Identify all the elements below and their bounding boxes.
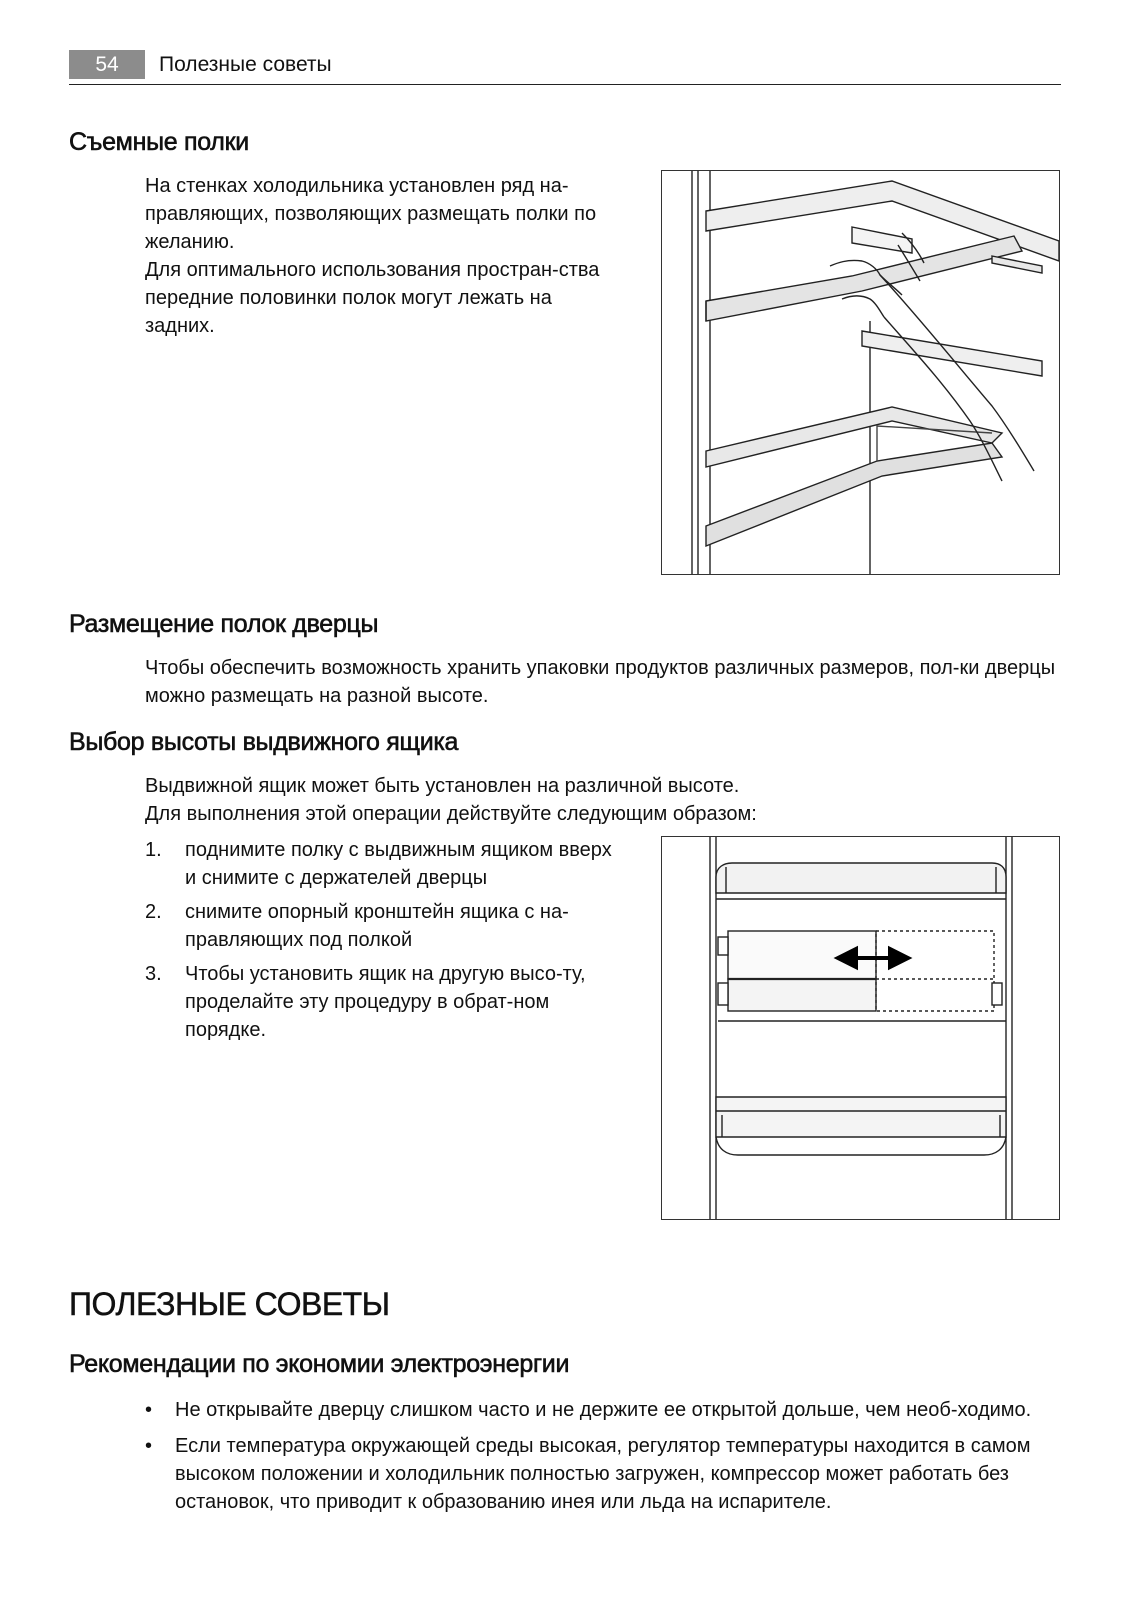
heading-door-shelves: Размещение полок дверцы xyxy=(69,610,379,638)
step-number: 2. xyxy=(145,901,162,923)
drawer-steps-list xyxy=(145,836,615,1050)
door-shelves-text: Чтобы обеспечить возможность хранить упаковки продуктов различных размеров, пол-ки дверцы можно размещать на разной высоте. xyxy=(145,657,1056,707)
list-item xyxy=(145,898,615,954)
bullet-mark: • xyxy=(145,1435,153,1457)
list-item xyxy=(145,1432,1065,1516)
bullet-mark: • xyxy=(145,1399,153,1421)
step-text: поднимите полку с выдвижным ящиком вверх и снимите с держателей дверцы xyxy=(185,839,612,889)
bullet-text: Если температура окружающей среды высокая, регулятор температуры находится в самом высоком положении и холодильник полностью загружен, компрессор может работать без остановок, что приводит к образованию инея или льда на испарителе. xyxy=(175,1435,1031,1513)
page-header xyxy=(69,50,1061,85)
step-number: 1. xyxy=(145,839,162,861)
step-text: Чтобы установить ящик на другую высо-ту, проделайте эту процедуру в обрат-ном порядке. xyxy=(185,963,586,1041)
bullet-text: Не открывайте дверцу слишком часто и не держите ее открытой дольше, чем необ-ходимо. xyxy=(175,1399,1032,1421)
drawer-intro xyxy=(145,772,1065,828)
drawer-intro-line-1: Выдвижной ящик может быть установлен на различной высоте. xyxy=(145,775,740,797)
figure-drawer-illustration xyxy=(661,836,1060,1220)
list-item xyxy=(145,960,615,1044)
header-title: Полезные советы xyxy=(159,53,332,76)
shelves-paragraph-2: Для оптимального использования простран-ства передние половинки полок могут лежать на задних. xyxy=(145,259,600,337)
energy-tips-list xyxy=(145,1396,1065,1524)
list-item xyxy=(145,1396,1065,1424)
list-item xyxy=(145,836,615,892)
figure-shelves-illustration xyxy=(661,170,1060,575)
heading-removable-shelves: Съемные полки xyxy=(69,128,249,156)
heading-energy-saving: Рекомендации по экономии электроэнергии xyxy=(69,1350,570,1378)
heading-useful-tips: ПОЛЕЗНЫЕ СОВЕТЫ xyxy=(69,1286,390,1322)
step-text: снимите опорный кронштейн ящика с на-правляющих под полкой xyxy=(185,901,569,951)
drawer-intro-line-2: Для выполнения этой операции действуйте следующим образом: xyxy=(145,803,757,825)
shelves-text xyxy=(145,172,623,340)
page-number: 54 xyxy=(69,50,145,79)
heading-drawer-height: Выбор высоты выдвижного ящика xyxy=(69,728,459,756)
shelves-paragraph-1: На стенках холодильника установлен ряд на-правляющих, позволяющих размещать полки по желанию. xyxy=(145,175,597,253)
step-number: 3. xyxy=(145,963,162,985)
